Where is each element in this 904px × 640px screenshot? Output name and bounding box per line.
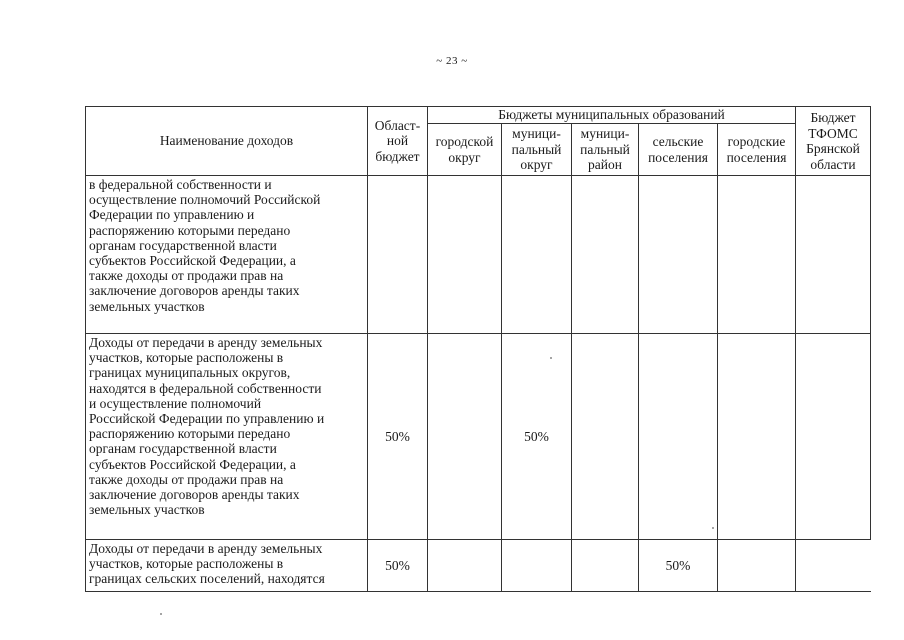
urban-share-cell xyxy=(718,334,796,540)
header-municipal-budgets-group: Бюджеты муниципальных образований xyxy=(428,107,796,124)
page-number: ~ 23 ~ xyxy=(436,55,468,67)
table-row xyxy=(86,176,871,334)
regional-share-cell: 50% xyxy=(368,540,428,592)
header-regional-budget: Област- ной бюджет xyxy=(368,107,428,176)
scan-speck xyxy=(160,613,162,615)
header-tfoms-budget: Бюджет ТФОМС Брянской области xyxy=(796,107,871,176)
municipal-okrug-share-cell xyxy=(502,176,572,334)
municipal-okrug-share-cell xyxy=(502,540,572,592)
header-municipal-okrug: муници- пальный округ xyxy=(502,124,572,176)
header-city-district: городской округ xyxy=(428,124,502,176)
tfoms-share-cell xyxy=(796,334,871,540)
table-row xyxy=(86,334,871,540)
city-district-share-cell xyxy=(428,176,502,334)
scan-speck xyxy=(712,527,714,529)
revenue-name-cell: Доходы от передачи в аренду земельных участков, которые расположены в границах муниципальных округов, находятся в федеральной собственности и осуществление полномочий Российской Федерации по управлению и распоряжению которыми передано органам государственной власти субъектов Российской Федерации, а также доходы от продажи прав на заключение договоров аренды таких земельных участков xyxy=(86,334,368,540)
city-district-share-cell xyxy=(428,540,502,592)
regional-share-cell: 50% xyxy=(368,334,428,540)
regional-share-cell xyxy=(368,176,428,334)
revenue-name-cell: в федеральной собственности и осуществление полномочий Российской Федерации по управлению и распоряжению которыми передано органам государственной власти субъектов Российской Федерации, а также доходы от продажи прав на заключение договоров аренды таких земельных участков xyxy=(86,176,368,334)
header-municipal-raion: муници- пальный район xyxy=(572,124,639,176)
urban-share-cell xyxy=(718,540,796,592)
municipal-raion-share-cell xyxy=(572,334,639,540)
header-urban-settlements: городские поселения xyxy=(718,124,796,176)
header-rural-settlements: сельские поселения xyxy=(639,124,718,176)
revenue-name-cell: Доходы от передачи в аренду земельных участков, которые расположены в границах сельских поселений, находятся xyxy=(86,540,368,592)
municipal-raion-share-cell xyxy=(572,176,639,334)
rural-share-cell xyxy=(639,334,718,540)
scan-speck xyxy=(550,357,552,359)
municipal-okrug-share-cell: 50% xyxy=(502,334,572,540)
municipal-raion-share-cell xyxy=(572,540,639,592)
rural-share-cell xyxy=(639,176,718,334)
rural-share-cell: 50% xyxy=(639,540,718,592)
table-row xyxy=(86,540,871,592)
tfoms-share-cell xyxy=(796,176,871,334)
urban-share-cell xyxy=(718,176,796,334)
header-revenue-name: Наименование доходов xyxy=(86,107,368,176)
tfoms-share-cell xyxy=(796,540,871,592)
city-district-share-cell xyxy=(428,334,502,540)
revenue-distribution-table xyxy=(85,106,871,592)
